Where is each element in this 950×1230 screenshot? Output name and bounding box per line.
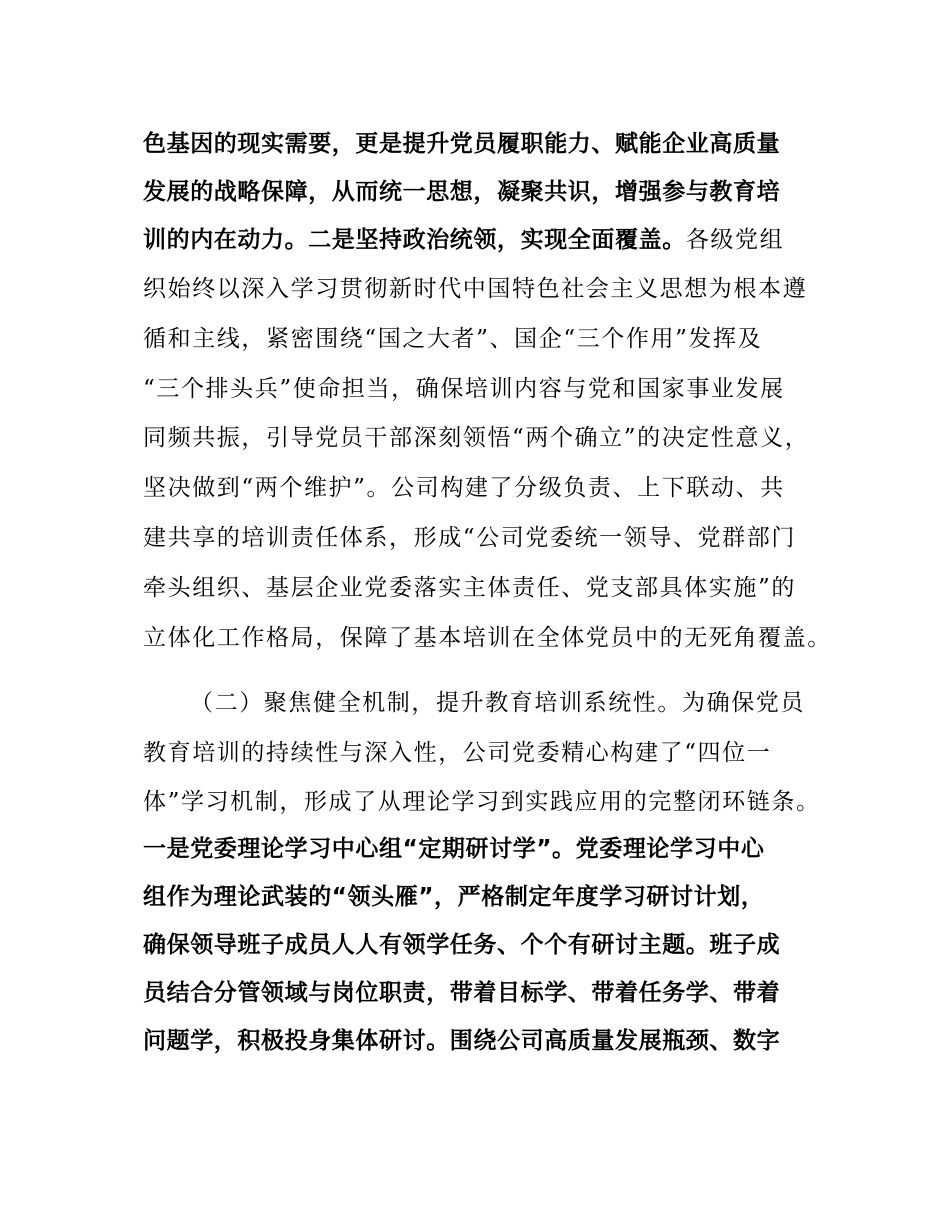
text-line: [143, 733, 771, 773]
text-line: [143, 220, 784, 260]
text-line: [143, 418, 809, 458]
text-segment: 建共享的培训责任体系，形成“公司党委统一领导、党群部门: [143, 525, 796, 551]
text-line: [143, 568, 796, 608]
text-segment: 问题学，积极投身集体研讨。围绕公司高质量发展瓶颈、数字: [143, 1028, 781, 1054]
text-segment: 立体化工作格局，保障了基本培训在全体党员中的无死角覆盖。: [143, 625, 832, 651]
text-line: [143, 124, 780, 164]
text-segment: 一是党委理论学习中心组“定期研讨学”。党委理论学习中心: [143, 836, 765, 862]
text-line: [143, 172, 780, 212]
paragraph-heading-line: [190, 683, 805, 723]
text-segment: （二）聚焦健全机制，提升教育培训系统性。为确保党员: [190, 690, 805, 716]
text-segment: 教育培训的持续性与深入性，公司党委精心构建了“四位一: [143, 740, 772, 766]
text-segment: 各级党组: [685, 227, 785, 253]
text-segment: 员结合分管领域与岗位职责，带着目标学、带着任务学、带着: [143, 980, 781, 1006]
text-line: [143, 782, 821, 822]
text-line: [143, 973, 780, 1013]
text-line: [143, 618, 832, 658]
text-line: [143, 829, 764, 869]
text-segment: 确保领导班子成员人人有领学任务、个个有研讨主题。班子成: [143, 932, 781, 958]
text-segment: 训的内在动力。二是坚持政治统领，实现全面覆盖。: [143, 227, 686, 253]
text-line: [143, 877, 764, 917]
text-segment: 发展的战略保障，从而统一思想，凝聚共识，增强参与教育培: [143, 179, 781, 205]
text-segment: 循和主线，紧密围绕“国之大者”、国企“三个作用”发挥及: [143, 326, 763, 352]
text-segment: 组作为理论武装的“领头雁”，严格制定年度学习研讨计划，: [143, 884, 765, 910]
text-segment: 坚决做到“两个维护”。公司构建了分级负责、上下联动、共: [143, 475, 785, 501]
text-line: [143, 319, 762, 359]
text-line: [143, 369, 785, 409]
text-segment: 色基因的现实需要，更是提升党员履职能力、赋能企业高质量: [143, 131, 781, 157]
text-segment: 织始终以深入学习贯彻新时代中国特色社会主义思想为根本遵: [143, 276, 808, 302]
text-line: [143, 518, 796, 558]
text-line: [143, 468, 785, 508]
text-line: [143, 925, 780, 965]
text-line: [143, 269, 807, 309]
text-segment: 体”学习机制，形成了从理论学习到实践应用的完整闭环链条。: [143, 789, 821, 815]
text-line: [143, 1021, 780, 1061]
text-segment: 同频共振，引导党员干部深刻领悟“两个确立”的决定性意义，: [143, 425, 810, 451]
text-segment: “三个排头兵”使命担当，确保培训内容与党和国家事业发展: [143, 376, 785, 402]
text-segment: 牵头组织、基层企业党委落实主体责任、党支部具体实施”的: [143, 575, 796, 601]
